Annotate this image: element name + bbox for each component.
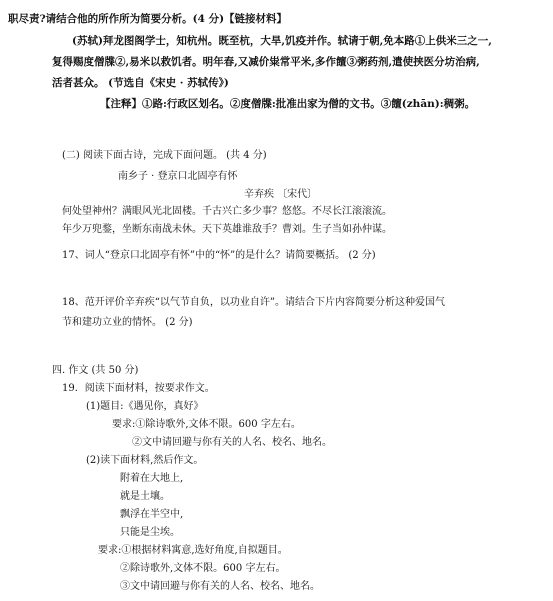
linked-material-line-2: 复得赐度僧牒②,易米以救饥者。明年春,又减价粜常平米,多作饘③粥药剂,遣使挟医分坊治病, <box>52 56 480 68</box>
material-poem-line-3: 飘浮在半空中, <box>120 509 184 520</box>
prompt-2-requirement-1: 要求:①根据材料寓意,选好角度,自拟题目。 <box>98 545 288 556</box>
prompt-1-requirement-1: 要求:①除诗歌外,文体不限。600 字左右。 <box>112 419 301 430</box>
section-4-heading: 四. 作文 (共 50 分) <box>52 365 139 376</box>
prompt-1-title: (1)题目:《遇见你，真好》 <box>86 401 204 412</box>
material-poem-line-4: 只能是尘埃。 <box>120 527 180 538</box>
poem-line-1: 何处望神州？满眼风光北固楼。千古兴亡多少事？悠悠。不尽长江滚滚流。 <box>62 206 392 217</box>
question-18-line-1: 18、范开评价辛弃疾“以气节自负，以功业自许”。请结合下片内容简要分析这种爱国气 <box>62 297 445 308</box>
prompt-2-intro: (2)读下面材料,然后作文。 <box>86 455 204 466</box>
material-poem-line-1: 附着在大地上, <box>120 473 184 484</box>
prompt-2-requirement-3: ③文中请回避与你有关的人名、校名、地名。 <box>120 581 320 592</box>
material-poem-line-2: 就是土壤。 <box>120 491 170 502</box>
poem-line-2: 年少万兜鍪，坐断东南战未休。天下英雄谁敌手？曹刘。生子当如孙仲谋。 <box>62 224 392 235</box>
annotation-notes: 【注释】①路:行政区划名。②度僧牒:批准出家为僧的文书。③饘(zhān):稠粥。 <box>100 98 476 110</box>
question-continuation: 职尽责?请结合他的所作所为简要分析。(4 分)【链接材料】 <box>8 13 288 25</box>
linked-material-line-1: (苏轼)拜龙图阁学士，知杭州。既至杭，大旱,饥疫并作。轼请于朝,免本路①上供米三之一, <box>72 35 492 47</box>
poem-title: 南乡子 · 登京口北固亭有怀 <box>118 171 238 182</box>
prompt-1-requirement-2: ②文中请回避与你有关的人名、校名、地名。 <box>132 437 332 448</box>
section-2-heading: (二) 阅读下面古诗，完成下面问题。 (共 4 分) <box>62 150 267 161</box>
linked-material-line-3: 活者甚众。 (节选自《宋史 · 苏轼传》) <box>52 77 229 89</box>
prompt-2-requirement-2: ②除诗歌外,文体不限。600 字左右。 <box>120 563 286 574</box>
question-17: 17、词人“登京口北固亭有怀”中的“怀”的是什么？请简要概括。 (2 分) <box>62 250 376 261</box>
poem-author: 辛弃疾 〔宋代〕 <box>244 189 318 200</box>
question-18-line-2: 节和建功立业的情怀。 (2 分) <box>62 317 193 328</box>
question-19: 19．阅读下面材料，按要求作文。 <box>62 383 215 394</box>
